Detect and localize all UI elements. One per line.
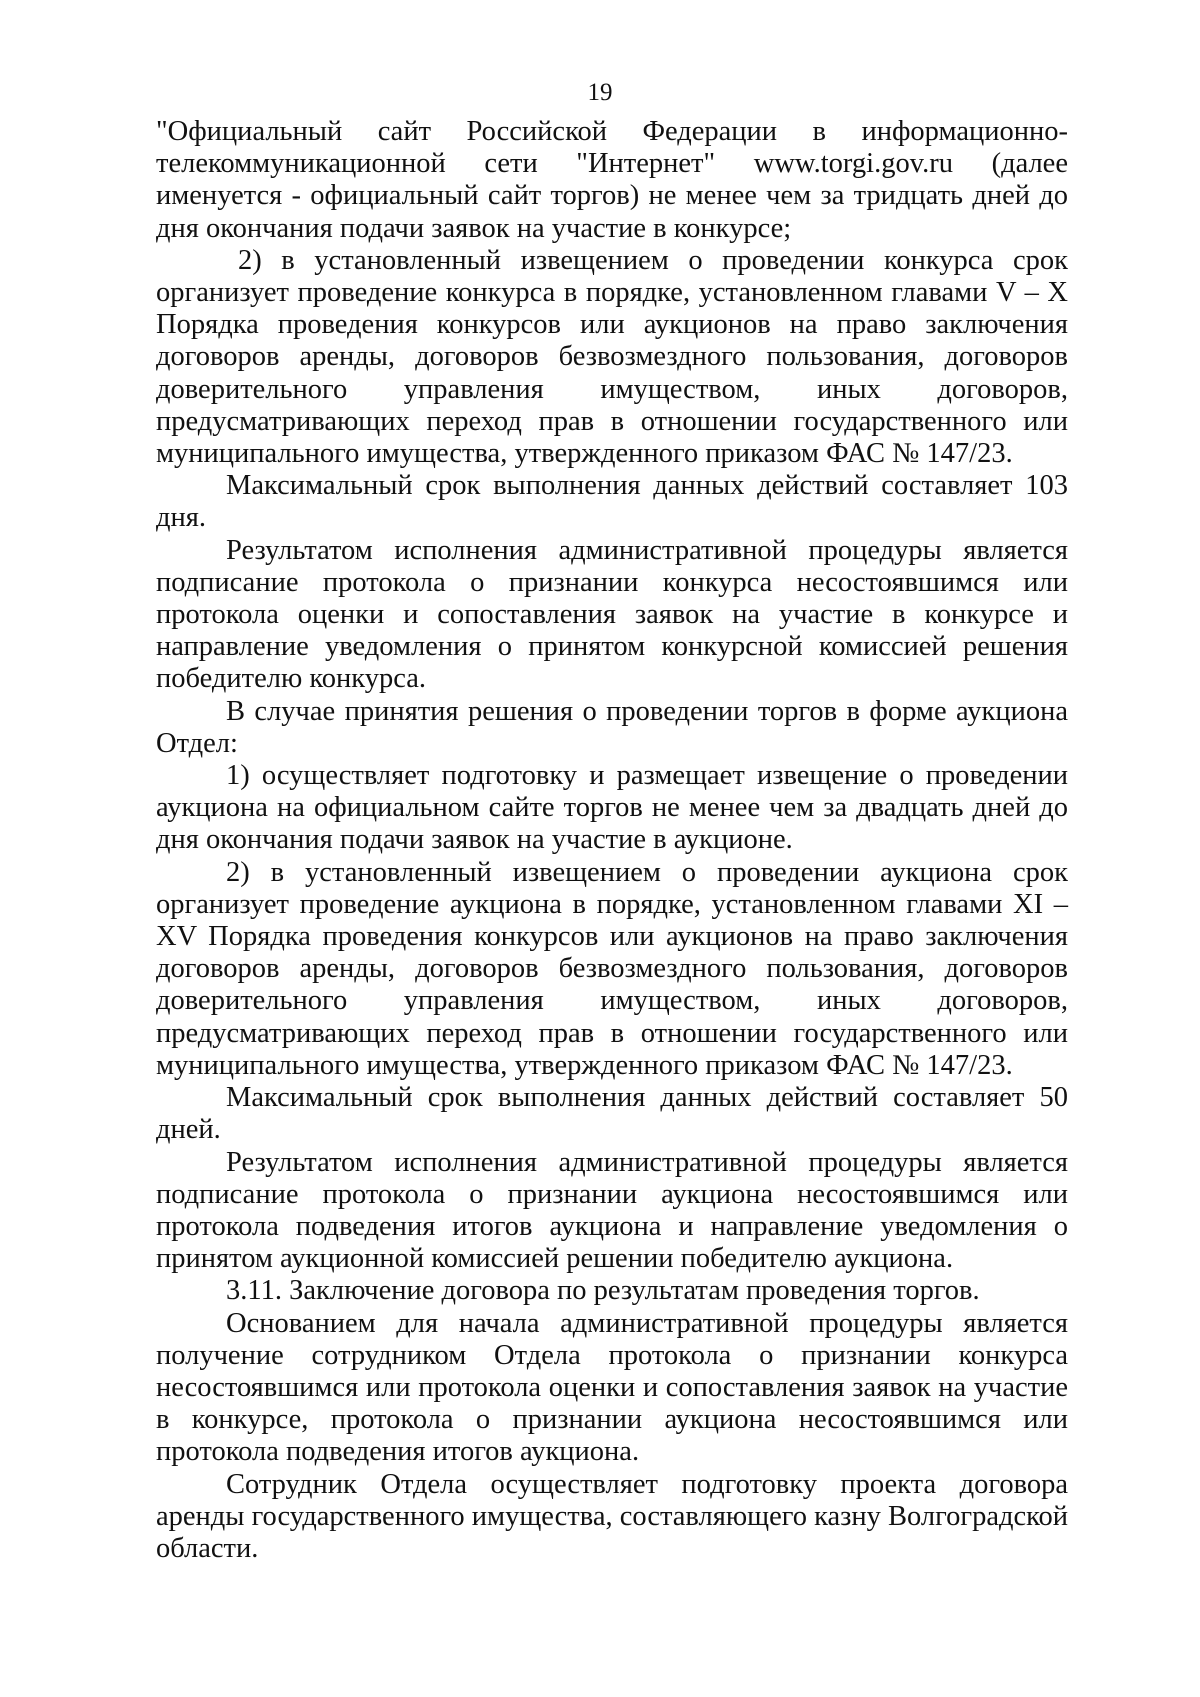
- paragraph-auction-result: Результатом исполнения административной процедуры является подписание протокола о признании аукциона несостоявшимся или протокола подведения итогов аукциона и направление уведомления о принятом аукционной комиссией решении победителю аукциона.: [156, 1146, 1068, 1275]
- paragraph-auction-notice: 1) осуществляет подготовку и размещает извещение о проведении аукциона на официальном сайте торгов не менее чем за двадцать дней до дня окончания подачи заявок на участие в аукционе.: [156, 760, 1068, 856]
- paragraph-contract-preparation: Сотрудник Отдела осуществляет подготовку проекта договора аренды государственного имущества, составляющего казну Волгоградской области.: [156, 1468, 1069, 1564]
- page-number: 19: [587, 79, 613, 106]
- paragraph-auction-decision: В случае принятия решения о проведении торгов в форме аукциона Отдел:: [156, 695, 1068, 759]
- paragraph-contest-result: Результатом исполнения административной процедуры является подписание протокола о признании конкурса несостоявшимся или протокола оценки и сопоставления заявок на участие в конкурсе и направление уведомления о принятом конкурсной комиссией решения победителю конкурса.: [156, 534, 1068, 695]
- paragraph-contract-basis: Основанием для начала административной процедуры является получение сотрудником Отдела протокола о признании конкурса несостоявшимся или протокола оценки и сопоставления заявок на участие в конкурсе, протокола о признании аукциона несостоявшимся или протокола подведения итогов аукциона.: [156, 1307, 1068, 1468]
- paragraph-contest-max-term: Максимальный срок выполнения данных действий составляет 103 дня.: [156, 470, 1068, 534]
- paragraph-auction-max-term: Максимальный срок выполнения данных действий составляет 50 дней.: [156, 1082, 1068, 1146]
- document-body: [156, 116, 1068, 1565]
- paragraph-auction-procedure: 2) в установленный извещением о проведении аукциона срок организует проведение аукциона в порядке, установленном главами XI – XV Порядка проведения конкурсов или аукционов на право заключения договоров аренды, договоров безвозмездного пользования, договоров доверительного управления имуществом, иных договоров, предусматривающих переход прав в отношении государственного или муниципального имущества, утвержденного приказом ФАС № 147/23.: [156, 856, 1068, 1081]
- paragraph-contest-procedure: 2) в установленный извещением о проведении конкурса срок организует проведение конкурса в порядке, установленном главами V – X Порядка проведения конкурсов или аукционов на право заключения договоров аренды, договоров безвозмездного пользования, договоров доверительного управления имуществом, иных договоров, предусматривающих переход прав в отношении государственного или муниципального имущества, утвержденного приказом ФАС № 147/23.: [156, 244, 1068, 470]
- paragraph-official-site-continuation: "Официальный сайт Российской Федерации в информационно-телекоммуникационной сети "Интернет" www.torgi.gov.ru (далее именуется - официальный сайт торгов) не менее чем за тридцать дней до дня окончания подачи заявок на участие в конкурсе;: [156, 116, 1068, 244]
- section-heading-3-11: 3.11. Заключение договора по результатам проведения торгов.: [226, 1275, 980, 1307]
